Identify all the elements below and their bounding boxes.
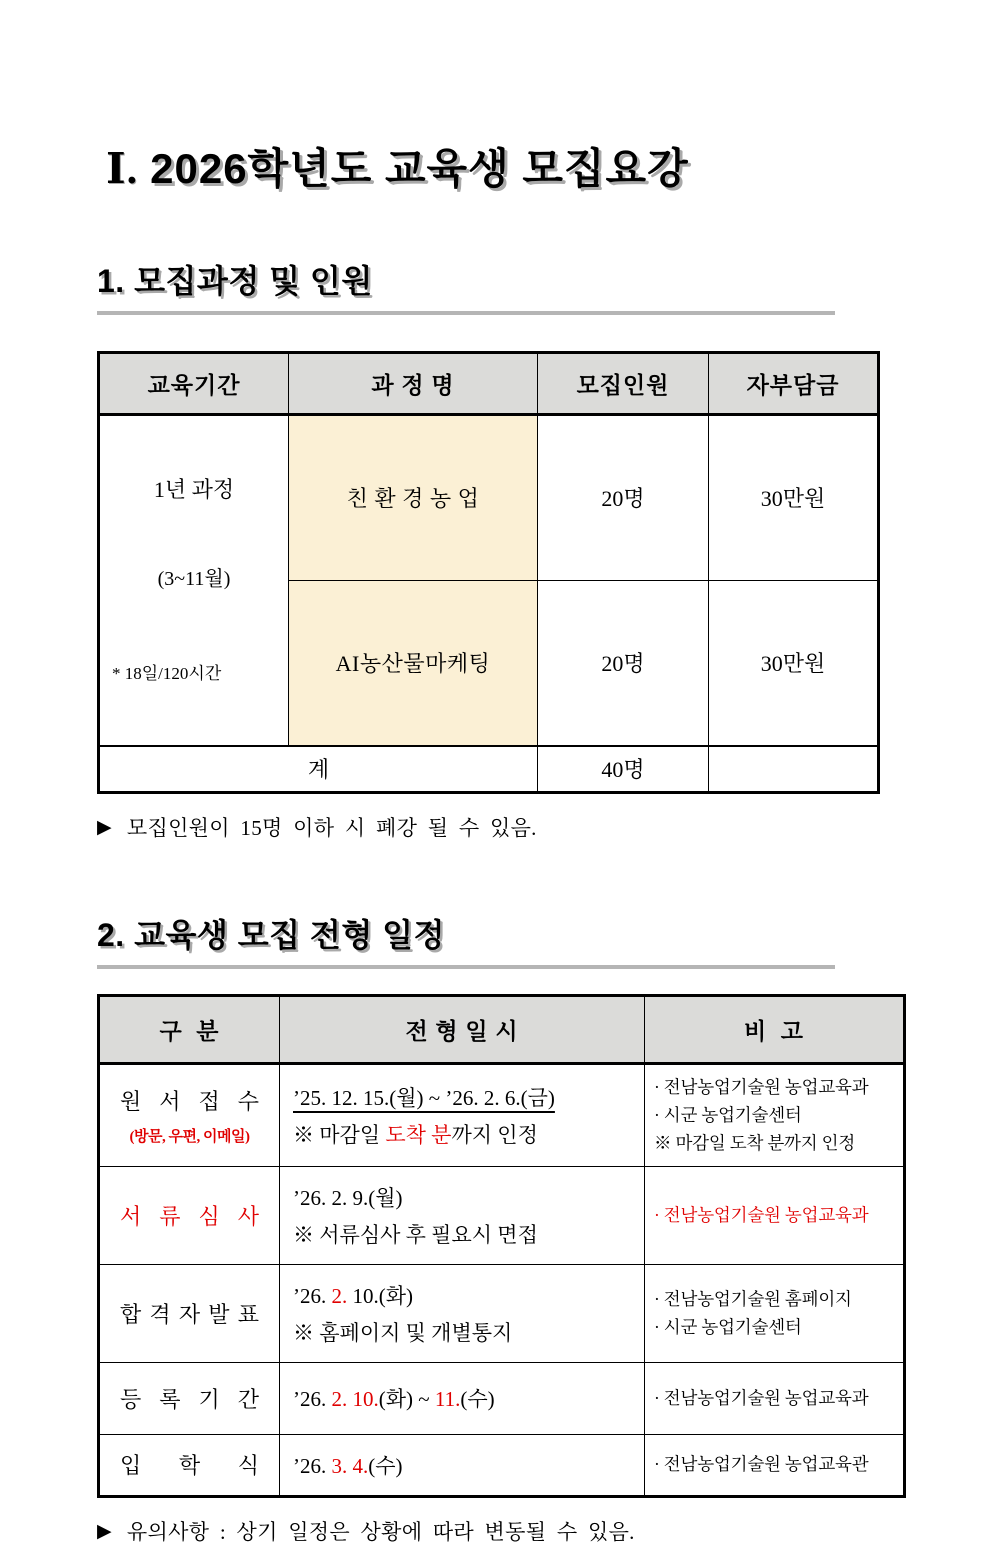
table-row-entrance-ceremony [99,1434,905,1496]
col-header-remark: 비 고 [645,995,905,1063]
document-page [0,136,992,1544]
table-row-course-1 [99,415,879,581]
capacity-cell: 20명 [538,580,709,746]
remark-line: · 전남농업기술원 농업교육과 [654,1076,869,1097]
total-label-cell: 계 [99,746,538,792]
category-label: 원 서 접 수 [120,1088,259,1114]
col-header-self-fee: 자부담금 [709,353,879,415]
remark-line: · 전남농업기술원 농업교육관 [654,1454,869,1475]
datetime-note-line: ※ 마감일 도착 분까지 인정 [293,1122,538,1147]
datetime-line: ’26. 3. 4.(수) [293,1453,403,1478]
datetime-line: ’26. 2. 9.(월) [293,1185,403,1210]
education-period-cell [99,415,289,747]
datetime-note-line: ※ 홈페이지 및 개별통지 [293,1320,513,1345]
col-header-datetime: 전 형 일 시 [280,995,645,1063]
datetime-cell [280,1063,645,1166]
recruit-table [97,351,880,794]
category-cell [99,1434,280,1496]
course-name-cell: AI농산물마케팅 [289,580,538,746]
category-cell [99,1166,280,1264]
remark-line: · 전남농업기술원 농업교육과 [654,1387,869,1408]
table-row-total [99,746,879,792]
table-row-application [99,1063,905,1166]
datetime-note-line: ※ 서류심사 후 필요시 면접 [293,1222,538,1247]
datetime-cell [280,1264,645,1362]
table-row-document-screening [99,1166,905,1264]
remark-line: · 전남농업기술원 농업교육과 [654,1204,869,1225]
note-text: 유의사항 : 상기 일정은 상황에 따라 변동될 수 있음. [126,1519,635,1544]
fee-cell: 30만원 [709,415,879,581]
capacity-cell: 20명 [538,415,709,581]
remark-cell [645,1264,905,1362]
remark-cell [645,1166,905,1264]
datetime-cell [280,1434,645,1496]
col-header-category: 구 분 [99,995,280,1063]
category-label: 서 류 심 사 [120,1203,259,1229]
col-header-course-name: 과 정 명 [289,353,538,415]
note-text: 모집인원이 15명 이하 시 폐강 될 수 있음. [126,815,537,840]
recruit-table-header [99,353,879,415]
period-line-3: * 18일/120시간 [112,663,222,683]
datetime-line: ’26. 2. 10.(화) ~ 11.(수) [293,1387,495,1412]
section-recruit-courses [97,256,992,794]
schedule-table [97,994,906,1498]
recruit-table-body [99,415,879,793]
remark-cell [645,1434,905,1496]
note-schedule-change [97,1516,992,1546]
header-row [99,995,905,1063]
datetime-line: ’26. 2. 10.(화) [293,1283,414,1308]
category-cell [99,1264,280,1362]
remark-line: · 전남농업기술원 홈페이지 [654,1288,852,1309]
category-label: 입 학 식 [120,1453,259,1479]
remark-line: · 시군 농업기술센터 [654,1317,802,1338]
col-header-capacity: 모집인원 [538,353,709,415]
total-capacity-cell: 40명 [538,746,709,792]
table-row-registration-period [99,1362,905,1434]
category-cell [99,1063,280,1166]
section-selection-schedule [97,910,992,1498]
schedule-table-header [99,995,905,1063]
category-sublabel: (방문, 우편, 이메일) [129,1128,250,1145]
remark-line: ※ 마감일 도착 분까지 인정 [654,1133,856,1154]
category-label: 합 격 자 발 표 [120,1301,259,1327]
header-row [99,353,879,415]
schedule-table-body [99,1063,905,1496]
period-line-1: 1년 과정 [153,477,235,503]
section2-heading: 2. 교육생 모집 전형 일정 [97,910,835,969]
remark-cell [645,1362,905,1434]
category-label: 등 록 기 간 [120,1386,259,1412]
col-header-education-period: 교육기간 [99,353,289,415]
remark-cell [645,1063,905,1166]
page-title [106,136,992,196]
remark-line: · 시군 농업기술센터 [654,1104,802,1125]
title-numeral: Ⅰ. [106,147,139,193]
course-name-cell: 친 환 경 농 업 [289,415,538,581]
triangle-bullet-icon: ▶ [97,1520,112,1542]
note-cancellation [97,812,992,842]
datetime-cell [280,1166,645,1264]
period-line-2: (3~11월) [157,568,231,591]
datetime-cell [280,1362,645,1434]
title-text: 2026학년도 교육생 모집요강 [150,145,689,192]
total-fee-cell [709,746,879,792]
triangle-bullet-icon: ▶ [97,816,112,838]
section1-heading: 1. 모집과정 및 인원 [97,256,835,315]
table-row-result-announcement [99,1264,905,1362]
category-cell [99,1362,280,1434]
fee-cell: 30만원 [709,580,879,746]
datetime-line: ’25. 12. 15.(월) ~ ’26. 2. 6.(금) [293,1085,555,1110]
